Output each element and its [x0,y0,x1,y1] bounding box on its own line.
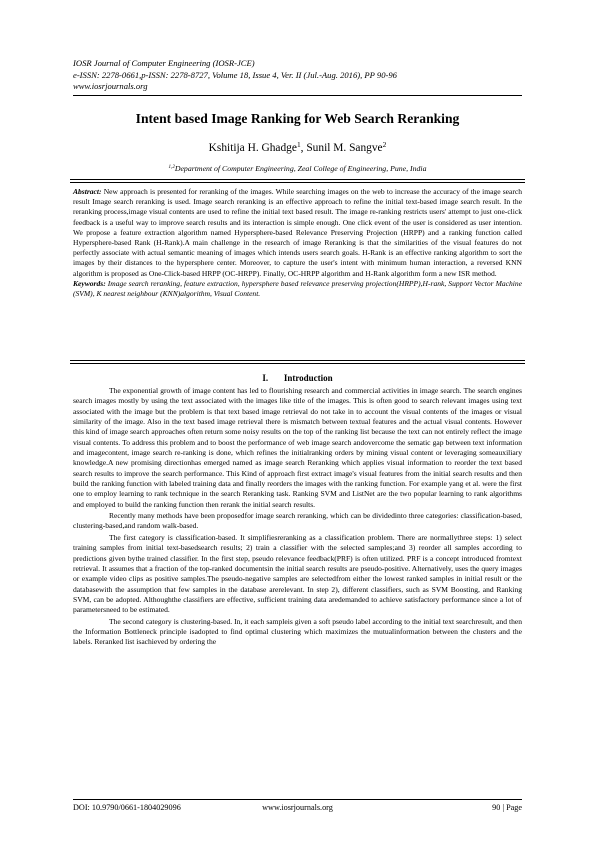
keywords-text: Image search reranking, feature extraction, hypersphere based relevance preserving projection(HRPP),H-rank, Support Vector Machine (SVM), K nearest neighbour (KNN)algorithm, Visual Content. [73,278,522,299]
abstract-paragraph [73,187,522,279]
abstract-block [73,187,522,299]
footer-rule [73,799,522,800]
author-separator: , [300,142,307,154]
abstract-text: New approach is presented for reranking of the images. While searching images on the web to increase the accuracy of the image search result Image search reranking is used. Image search reranking is an effective approach to refine the initial text-based image search result. In the reranking process,image visual contents are used to refine the initial text based result. The image re-ranking restricts users' attempt to just one-click feedback is a useful way to improve search results and its interaction is simple enough. One click event of the user is considered as user intention. We propose a feature extraction algorithm named Hypersphere-based Relevance Preserving Projection (HRPP) and a ranking function called Hypersphere-based Rank (H-Rank).A main challenge in the research of image Reranking is that the similarities of the visual features do not perfectly associate with actual semantic meaning of images which intends users search goals. H-Rank is an effective ranking algorithm to sort the images by their distances to the hypersphere center. Moreover, to capture the user's intent with minimum human interaction, a reversed KNN algorithm is proposed as One-Click-based HRPP (OC-HRPP). Finally, OC-HRPP algorithm and H-Rank algorithm form a new ISR method. [73,187,523,278]
introduction-body [73,386,522,648]
abstract-rule-top [70,179,525,180]
body-paragraph: The second category is clustering-based. In, it each sampleis given a soft pseudo label according to the initial text searchresult, and then the Information Bottleneck principle isadopted to find optimal clustering which maximizes the mutualinformation between the clusters and the labels. Reranked list isachieved by ordering the [73,616,522,647]
journal-name: IOSR Journal of Computer Engineering (IOSR-JCE) [73,58,255,68]
footer-doi: DOI: 10.9790/0661-1804029096 [73,803,181,812]
abstract-label: Abstract: [73,187,102,196]
abstract-rule-bottom [70,360,525,361]
author-affiliation-mark: 2 [382,139,387,149]
abstract-rule-top-inner [70,182,525,183]
author-name: Sunil M. Sangve [306,142,383,154]
affiliation-text: Department of Computer Engineering, Zeal College of Engineering, Pune, India [174,164,427,173]
footer-page-number: 90 | Page [492,803,522,812]
keywords-label: Keywords: [73,278,106,288]
issn-line: e-ISSN: 2278-0661,p-ISSN: 2278-8727, Volume 18, Issue 4, Ver. II (Jul.-Aug. 2016), PP 90-96 [73,69,397,80]
body-paragraph: Recently many methods have been proposedfor image search reranking, which can be dividedinto three categories: classification-based, clustering-based,and random walk-based. [73,511,522,531]
author-line [73,139,522,154]
section-number: I. [262,373,269,383]
affiliation-line [73,164,522,173]
abstract-rule-bottom-inner [70,363,525,364]
body-paragraph: The exponential growth of image content has led to flourishing research and commercial activities in image search. The search engines search images mostly by using the text associated with the images like title of the images. This is often good to search relevant images using text associated with the image but the problem is that text based image retrieval do not take in to account the visual contents of the images or visual similarity of the image. Also in the text based image retrieval there is mismatch between textual features and the actual visual contents. However this kind of image search approaches often return some noisy results on the top of the ranking list because the text can not entirely reflect the image visual contents. To address this problem and to boost the performance of web image search andovercome the sematic gap between text information and imagecontent, image search re-ranking is done, which refines the initialranking orders by mining visual content or leveraging someauxiliary knowledge.A new promising directionhas emerged named as image search Reranking which applies visual information to reorder the text based search results to improve the search performance. This Kind of approach first extract image's visual features from the initial search results and then build the ranking function with labeled training data and finally reorders the images with the ranking function. For example yang et al. were the first one to employ learning to rank technique in the search Reranking task. Ranking SVM and ListNet are the two popular learning to rank algorithms and employed to build the ranking function then rerank the initial search results. [73,386,522,509]
body-paragraph: The first category is classification-based. It simplifiesreranking as a classification problem. There are normallythree steps: 1) select training samples from initial text-basedsearch results; 2) train a classifier with the selected samples;and 3) reorder all samples according to predictions given bythe trained classifier. In the first step, pseudo relevance feedback(PRF) is often utilized. PRF is a concept introduced fromtext retrieval. It assumes that a fraction of the top-ranked documentsin the initial search results are pseudo-positive. Alternatively, uses the query images or example video clips as positive samples.The pseudo-negative samples are selectedfrom either the lowest ranked samples in initial result or the databasewith the assumption that few samples in the database arerelevant. In step 2), different classifiers, such as SVM Boosting, and Ranking SVM, can be adopted. Althoughthe classifiers are effective, sufficient training data aredemanded to achieve satisfactory performance since a lot of parametersneed to be estimated. [73,532,522,615]
affiliation-mark: 1,2 [168,164,175,171]
author-affiliation-mark: 1 [296,139,301,149]
journal-website: www.iosrjournals.org [73,81,148,92]
keywords-paragraph [73,279,522,299]
paper-title: Intent based Image Ranking for Web Search Reranking [135,111,460,126]
section-title: Introduction [283,373,333,383]
header-rule [73,95,522,96]
section-heading [73,373,522,383]
journal-header [73,58,533,93]
author-name: Kshitija H. Ghadge [208,142,297,154]
footer-website: www.iosrjournals.org [262,803,333,812]
